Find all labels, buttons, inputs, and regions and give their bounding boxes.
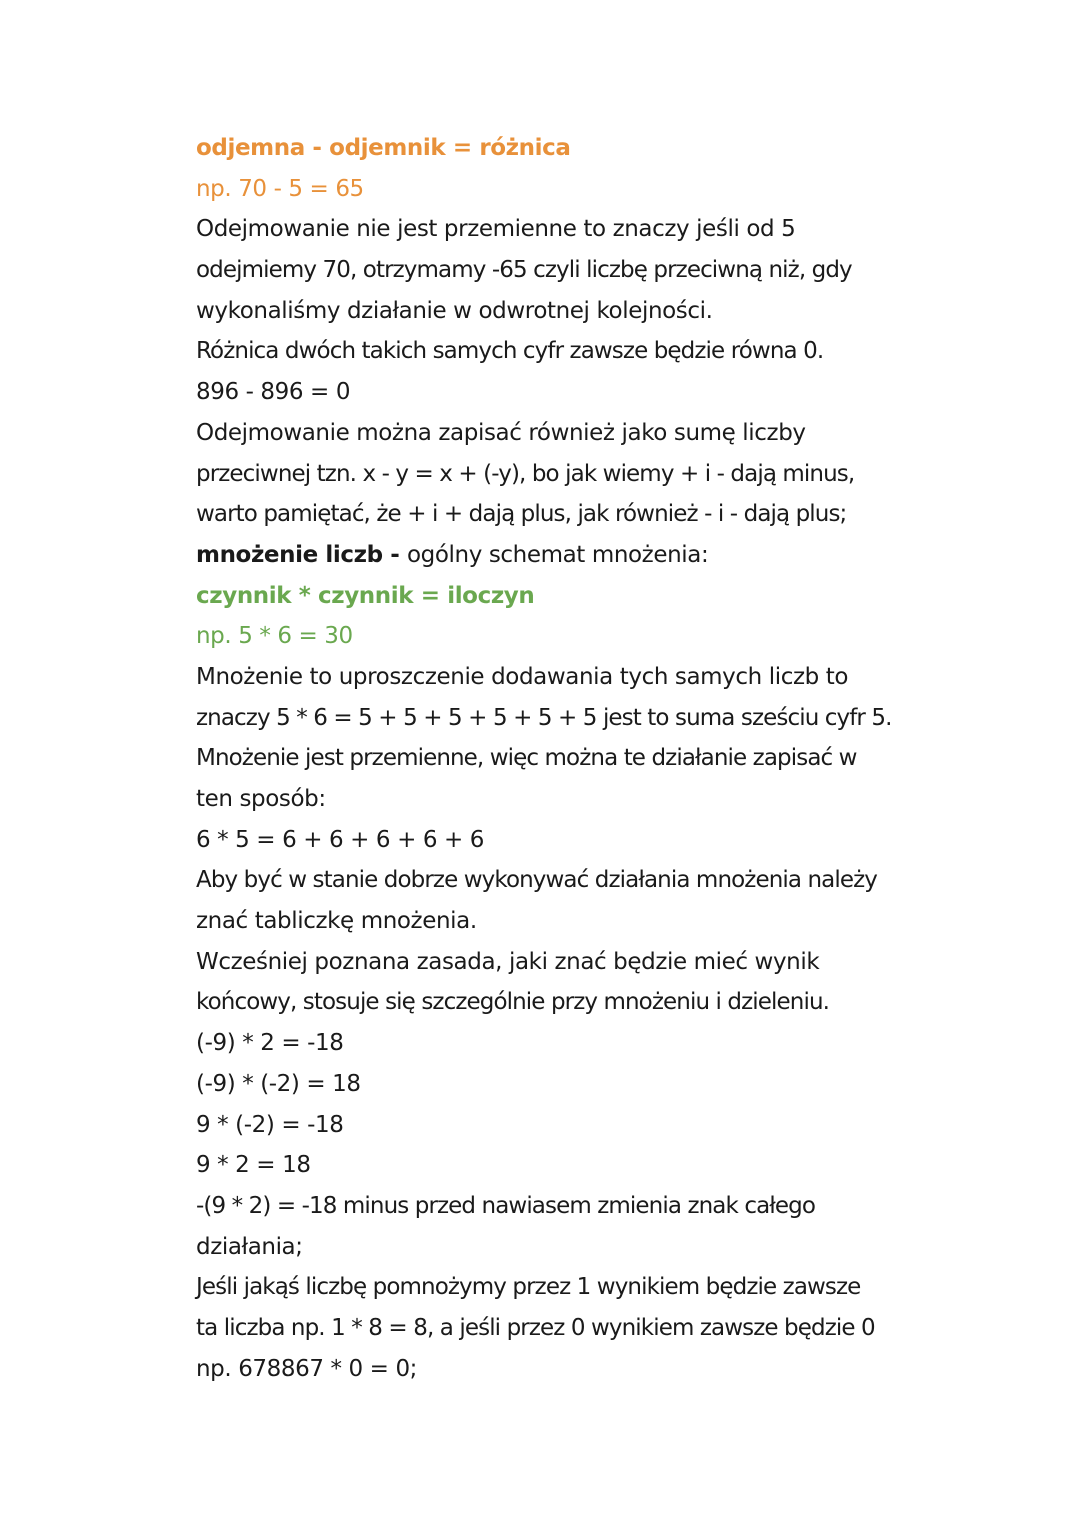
text-line: przeciwnej tzn. x - y = x + (-y), bo jak wiemy + i - dają minus,: [196, 460, 855, 487]
text-line: wykonaliśmy działanie w odwrotnej kolejności.: [196, 297, 713, 324]
text-line: Różnica dwóch takich samych cyfr zawsze będzie równa 0.: [196, 338, 824, 365]
text-line: 9 * 2 = 18: [196, 1152, 311, 1179]
multiplication-intro: [196, 535, 956, 576]
text-line: Mnożenie jest przemienne, więc można te działanie zapisać w: [196, 745, 857, 772]
text-line: Odejmowanie nie jest przemienne to znaczy jeśli od 5: [196, 216, 796, 243]
subtraction-example: np. 70 - 5 = 65: [196, 175, 364, 202]
text-line: (-9) * (-2) = 18: [196, 1070, 361, 1097]
text-line: Mnożenie to uproszczenie dodawania tych samych liczb to: [196, 663, 849, 690]
document-page: [196, 128, 956, 1389]
text-line: ta liczba np. 1 * 8 = 8, a jeśli przez 0 wynikiem zawsze będzie 0: [196, 1314, 875, 1341]
text-line: Wcześniej poznana zasada, jaki znać będzie mieć wynik: [196, 948, 820, 975]
subtraction-formula-heading: odjemna - odjemnik = różnica: [196, 135, 571, 161]
text-line: 6 * 5 = 6 + 6 + 6 + 6 + 6: [196, 826, 485, 853]
text-line: Aby być w stanie dobrze wykonywać działania mnożenia należy: [196, 867, 877, 894]
text-line: znać tabliczkę mnożenia.: [196, 908, 477, 935]
text-line: Odejmowanie można zapisać również jako sumę liczby: [196, 419, 806, 446]
text-line: (-9) * 2 = -18: [196, 1030, 344, 1057]
text-line: -(9 * 2) = -18 minus przed nawiasem zmienia znak całego: [196, 1192, 816, 1219]
text-line: ten sposób:: [196, 786, 326, 812]
text-line: działania;: [196, 1233, 303, 1260]
text-line: znaczy 5 * 6 = 5 + 5 + 5 + 5 + 5 + 5 jest to suma sześciu cyfr 5.: [196, 704, 892, 731]
multiplication-formula-heading: czynnik * czynnik = iloczyn: [196, 582, 535, 609]
multiplication-example: np. 5 * 6 = 30: [196, 623, 353, 650]
multiplication-intro-text: ogólny schemat mnożenia:: [407, 541, 709, 568]
text-line: 896 - 896 = 0: [196, 379, 351, 406]
text-line: Jeśli jakąś liczbę pomnożymy przez 1 wynikiem będzie zawsze: [196, 1274, 861, 1301]
text-line: końcowy, stosuje się szczególnie przy mnożeniu i dzieleniu.: [196, 989, 830, 1016]
text-line: np. 678867 * 0 = 0;: [196, 1355, 418, 1382]
multiplication-heading: mnożenie liczb -: [196, 541, 408, 568]
text-line: odejmiemy 70, otrzymamy -65 czyli liczbę przeciwną niż, gdy: [196, 257, 852, 284]
text-line: warto pamiętać, że + i + dają plus, jak również - i - dają plus;: [196, 501, 847, 528]
text-line: 9 * (-2) = -18: [196, 1111, 344, 1138]
